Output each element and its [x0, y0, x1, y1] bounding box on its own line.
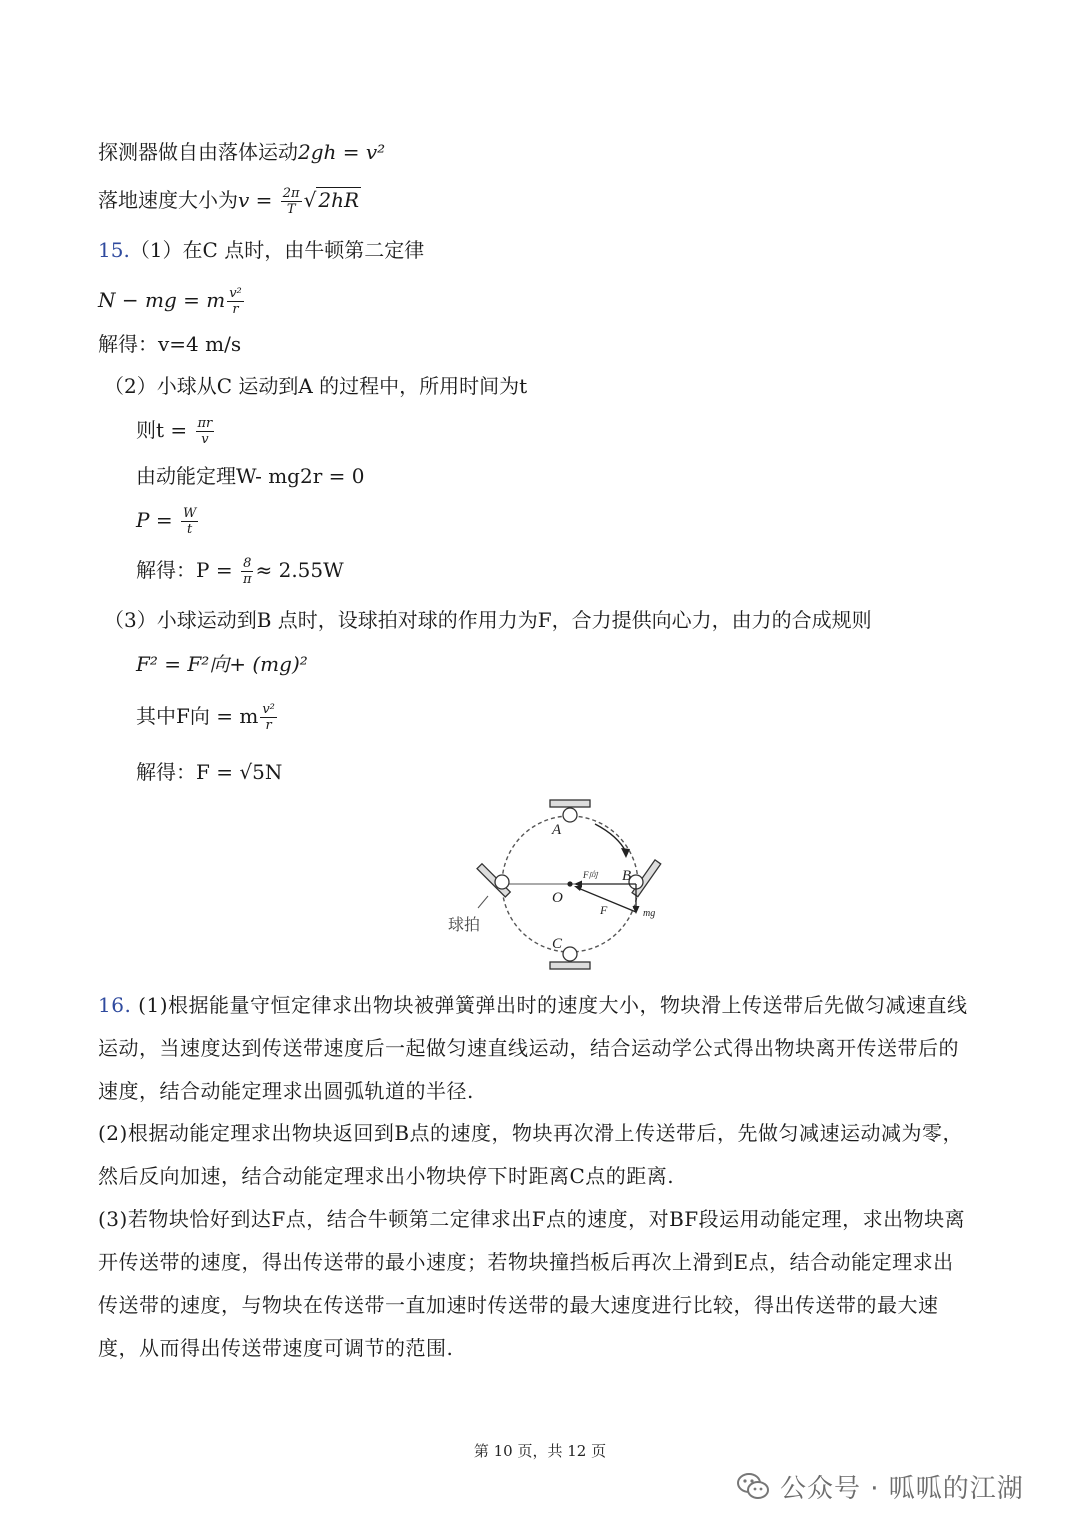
- fraction: $\frac{\text{v²}}{r}$: [262, 702, 275, 733]
- part2-power-def: P = $\frac{W}{t}$: [136, 506, 197, 537]
- equation-normal-force: N − mg = m $\frac{\text{v²}}{r}$: [98, 286, 242, 317]
- racket-bottom: [550, 962, 590, 969]
- ball-bottom: [563, 947, 577, 961]
- fraction: $\frac{\text{v²}}{r}$: [229, 286, 242, 317]
- motion-arrowhead: [621, 848, 630, 858]
- racket-pointer: [478, 896, 488, 908]
- q16-part2: (2)根据动能定理求出物块返回到B点的速度，物块再次滑上传送带后，先做匀减速运动减为零，然后反向加速，结合动能定理求出小物块停下时距离C点的距离.: [98, 1121, 964, 1188]
- line-landing-speed: 落地速度大小为v = $\frac{2\pi}{T}$ √ 2hR: [98, 186, 360, 217]
- label-mg: mg: [643, 908, 656, 919]
- racket-top: [550, 800, 590, 807]
- label-c: C: [552, 936, 563, 952]
- part2-time: 则t = $\frac{\pi r}{v}$: [136, 416, 213, 447]
- circular-motion-diagram: [430, 792, 670, 972]
- ball-top: [563, 808, 577, 822]
- part3-force-composition: F² = F²向+ (mg)²: [136, 652, 308, 676]
- q16-part3: (3)若物块恰好到达F点，结合牛顿第二定律求出F点的速度，对BF段运用动能定理，求出物块离开传送带的速度，得出传送带的最小速度；若物块撞挡板后再次上滑到E点，结合动能定理求出传送带的速度，与物块在传送带一直加速时传送带的最大速度进行比较，得出传送带的最大速度，从而得出传送带速度可调节的范围.: [98, 1207, 966, 1360]
- part2-energy-theorem: 由动能定理W- mg2r = 0: [136, 464, 365, 488]
- sqrt-sign: √: [303, 188, 317, 212]
- fraction: $\frac{8}{\pi}$: [242, 556, 252, 587]
- part2-power-solution: 解得：P = $\frac{8}{\pi}$ ≈ 2.55W: [136, 556, 344, 587]
- label-a: A: [552, 822, 562, 838]
- label-fx: F向: [583, 870, 598, 880]
- label-o: O: [552, 890, 563, 906]
- ball-left: [495, 875, 509, 889]
- fraction: $\frac{W}{t}$: [182, 506, 197, 537]
- label-b: B: [622, 868, 632, 884]
- part2-heading: （2）小球从C 运动到A 的过程中，所用时间为t: [104, 374, 528, 398]
- label-f: F: [600, 903, 608, 917]
- question-number: 15.: [98, 238, 130, 262]
- part3-centripetal: 其中F向 = m $\frac{\text{v²}}{r}$: [136, 702, 275, 733]
- fraction: $\frac{2\pi}{T}$: [282, 186, 300, 217]
- line-free-fall: 探测器做自由落体运动2gh = v²: [98, 140, 386, 164]
- question-number: 16.: [98, 993, 132, 1017]
- force-mg-arrowhead: [633, 906, 640, 914]
- label-racket: 球拍: [448, 915, 481, 934]
- q16-part1: 16. (1)根据能量守恒定律求出物块被弹簧弹出时的速度大小，物块滑上传送带后先做匀减速直线运动，当速度达到传送带速度后一起做匀速直线运动，结合运动学公式得出物块离开传送带后的速度，结合动能定理求出圆弧轨道的半径.: [98, 993, 968, 1103]
- free-fall-equation: 2gh = v²: [298, 140, 386, 164]
- motion-arrow: [595, 824, 626, 852]
- center-dot: [567, 881, 572, 886]
- part3-solution: 解得：F = √5N: [136, 760, 283, 784]
- page-number: 第 10 页，共 12 页: [473, 1442, 607, 1460]
- q15-heading: 15.（1）在C 点时，由牛顿第二定律: [98, 238, 425, 262]
- fraction: $\frac{\pi r}{v}$: [197, 416, 213, 447]
- part3-heading: （3）小球运动到B 点时，设球拍对球的作用力为F，合力提供向心力，由力的合成规则: [104, 608, 872, 632]
- solution-speed: 解得：v=4 m/s: [98, 332, 242, 356]
- wechat-watermark: 公众号 · 呱呱的江湖: [736, 1466, 1024, 1506]
- wechat-icon: [736, 1469, 770, 1503]
